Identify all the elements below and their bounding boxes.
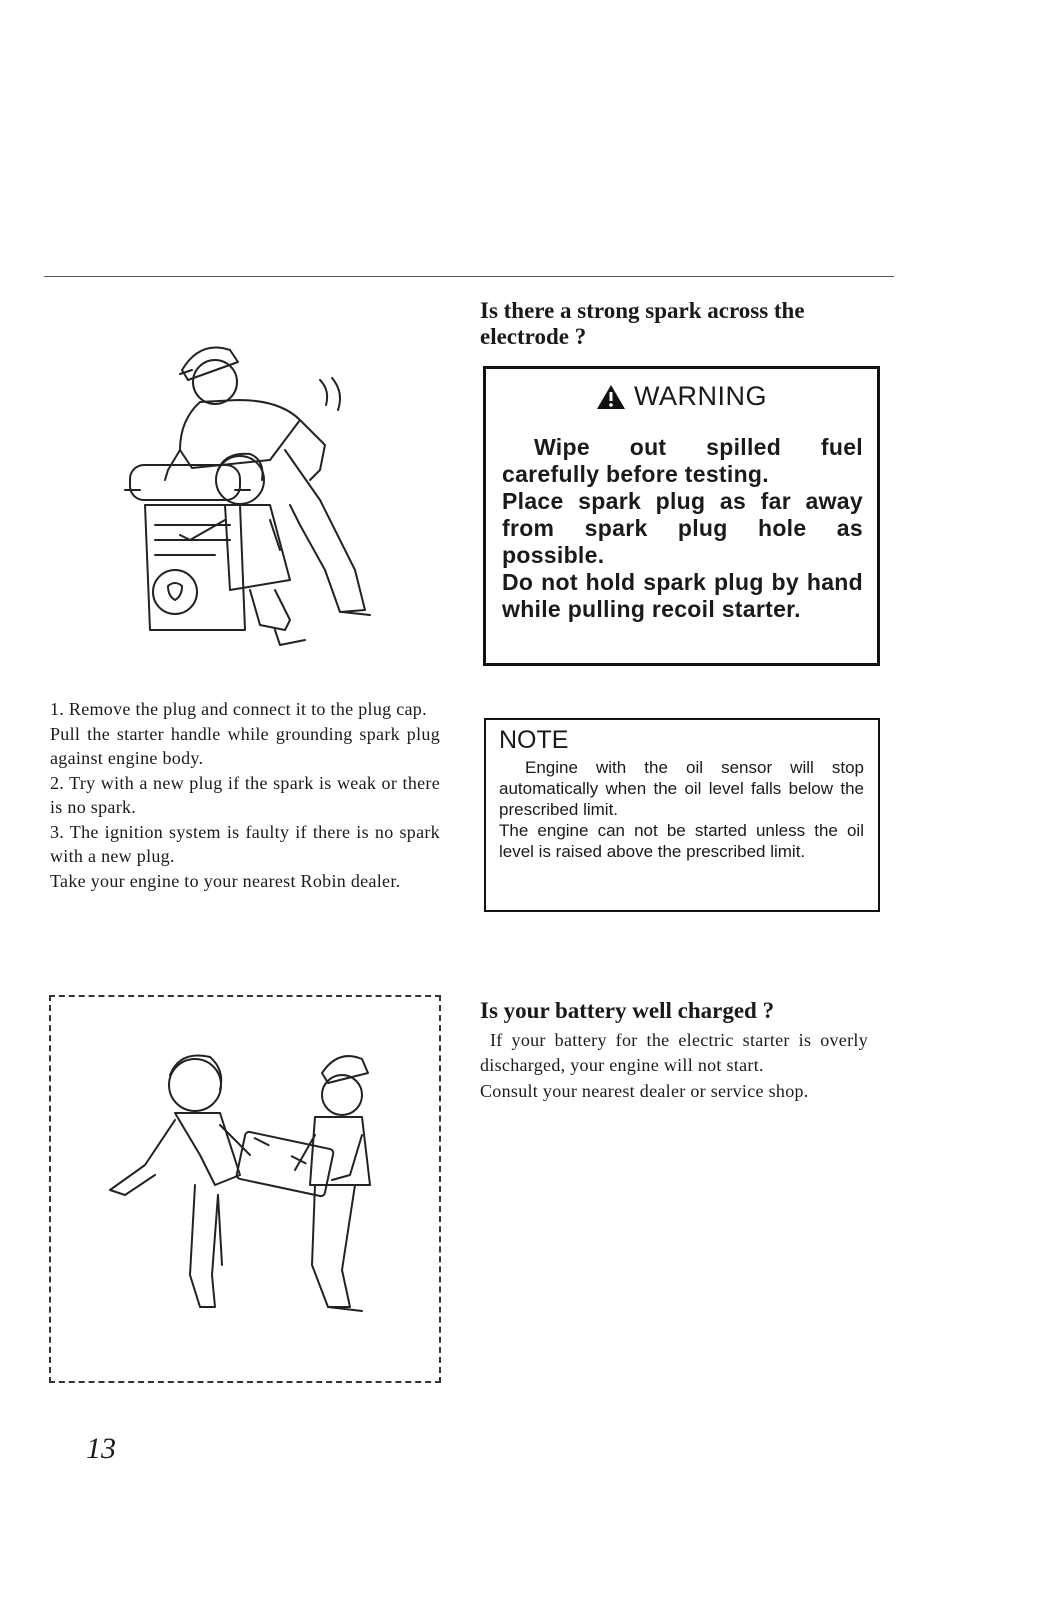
man-body: [180, 400, 300, 468]
battery-heading-text: Is your battery well charged ?: [480, 998, 775, 1023]
warning-body: [486, 434, 877, 623]
spark-heading: [480, 298, 880, 350]
right-person-head: [322, 1075, 362, 1115]
warning-line: Do not hold spark plug by hand while pulling recoil starter.: [502, 569, 863, 622]
note-title: NOTE: [499, 726, 569, 754]
note-box: [484, 718, 880, 912]
note-line: The engine can not be started unless the oil level is raised above the prescribed limit.: [499, 821, 864, 861]
child-legs: [250, 590, 290, 630]
step-line: 3. The ignition system is faulty if there is no spark with a new plug.: [50, 821, 440, 866]
step-line: Take your engine to your nearest Robin dealer.: [50, 870, 401, 891]
warning-triangle-icon: [596, 384, 626, 410]
page-number: 13: [86, 1432, 116, 1465]
spark-test-illustration: [120, 330, 380, 650]
warning-title-text: WARNING: [634, 381, 767, 411]
right-person-legs: [312, 1185, 355, 1307]
battery: [236, 1131, 334, 1197]
battery-illustration: [100, 1045, 400, 1325]
battery-heading: [480, 998, 880, 1024]
man-cap: [182, 348, 238, 381]
battery-paragraph: If your battery for the electric starter is overly discharged, your engine will not start.: [480, 1030, 868, 1075]
warning-box: [483, 366, 880, 666]
note-line: Engine with the oil sensor will stop automatically when the oil level falls below the prescribed limit.: [499, 758, 864, 819]
man-legs: [285, 450, 365, 612]
engine-body: [145, 505, 245, 630]
note-body: [486, 757, 878, 862]
engine-flywheel: [153, 570, 197, 614]
step-line: Pull the starter handle while grounding spark plug against engine body.: [50, 723, 440, 768]
man-head: [193, 360, 237, 404]
left-person-legs: [190, 1185, 218, 1307]
child-body: [225, 505, 290, 590]
step-line: 2. Try with a new plug if the spark is weak or there is no spark.: [50, 772, 440, 817]
warning-line: Wipe out spilled fuel carefully before testing.: [502, 434, 863, 487]
battery-text: [480, 1028, 868, 1104]
warning-line: Place spark plug as far away from spark plug hole as possible.: [502, 488, 863, 568]
steps-text: [50, 697, 440, 893]
right-person-body: [310, 1117, 370, 1185]
step-line: 1. Remove the plug and connect it to the plug cap.: [50, 699, 427, 719]
top-rule: [44, 276, 894, 277]
battery-paragraph: Consult your nearest dealer or service shop.: [480, 1081, 809, 1101]
left-person-body: [175, 1113, 240, 1185]
warning-title: [486, 381, 877, 412]
left-person-head: [169, 1059, 221, 1111]
engine-tank: [130, 465, 240, 500]
spark-heading-text: Is there a strong spark across the electrode ?: [480, 298, 805, 349]
